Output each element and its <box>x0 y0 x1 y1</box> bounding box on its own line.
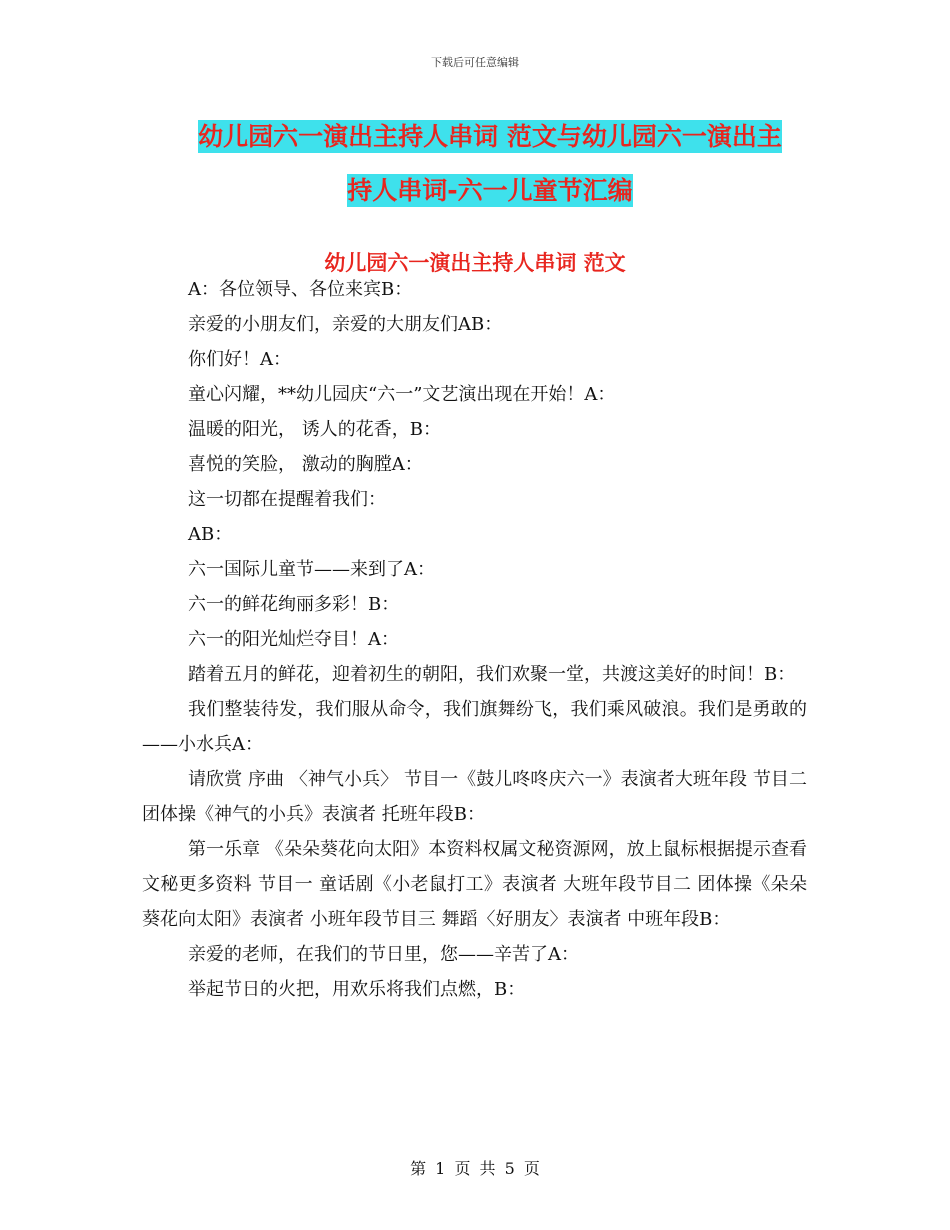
document-body <box>142 272 807 1007</box>
paragraph: 第一乐章 《朵朵葵花向太阳》本资料权属文秘资源网，放上鼠标根据提示查看文秘更多资料 节目一 童话剧《小老鼠打工》表演者 大班年段节目二 团体操《朵朵葵花向太阳》表演者 小班年段节目三 舞蹈〈好朋友〉表演者 中班年段B： <box>142 839 807 930</box>
paragraph: 我们整装待发，我们服从命令，我们旗舞纷飞，我们乘风破浪。我们是勇敢的——小水兵A： <box>142 699 807 755</box>
document-title-line-1: 幼儿园六一演出主持人串词 范文与幼儿园六一演出主 <box>198 122 782 151</box>
paragraph: 童心闪耀，**幼儿园庆“六一”文艺演出现在开始！A： <box>188 384 616 405</box>
paragraph: A：各位领导、各位来宾B： <box>188 279 413 300</box>
section-title: 幼儿园六一演出主持人串词 范文 <box>324 251 626 275</box>
paragraph: 六一的阳光灿烂夺目！A： <box>188 629 399 650</box>
page-footer: 第 1 页 共 5 页 <box>410 1159 540 1178</box>
paragraph: 你们好！A： <box>188 349 291 370</box>
paragraph: 六一的鲜花绚丽多彩！B： <box>188 594 400 615</box>
paragraph: 这一切都在提醒着我们： <box>188 489 386 510</box>
paragraph: 请欣赏 序曲 〈神气小兵〉 节目一《鼓儿咚咚庆六一》表演者大班年段 节目二 团体操《神气的小兵》表演者 托班年段B： <box>142 769 807 825</box>
paragraph: AB： <box>188 524 233 545</box>
paragraph: 喜悦的笑脸， 激动的胸膛A： <box>188 454 423 475</box>
paragraph: 举起节日的火把，用欢乐将我们点燃，B： <box>188 979 526 1000</box>
paragraph: 亲爱的小朋友们，亲爱的大朋友们AB： <box>188 314 503 335</box>
paragraph: 亲爱的老师，在我们的节日里，您——辛苦了A： <box>188 944 579 965</box>
paragraph: 温暖的阳光， 诱人的花香，B： <box>188 419 441 440</box>
document-title <box>140 110 840 218</box>
paragraph: 踏着五月的鲜花，迎着初生的朝阳，我们欢聚一堂，共渡这美好的时间！B： <box>188 664 796 685</box>
paragraph: 六一国际儿童节——来到了A： <box>188 559 435 580</box>
header-note: 下载后可任意编辑 <box>431 56 519 69</box>
document-title-line-2: 持人串词-六一儿童节汇编 <box>347 176 633 205</box>
